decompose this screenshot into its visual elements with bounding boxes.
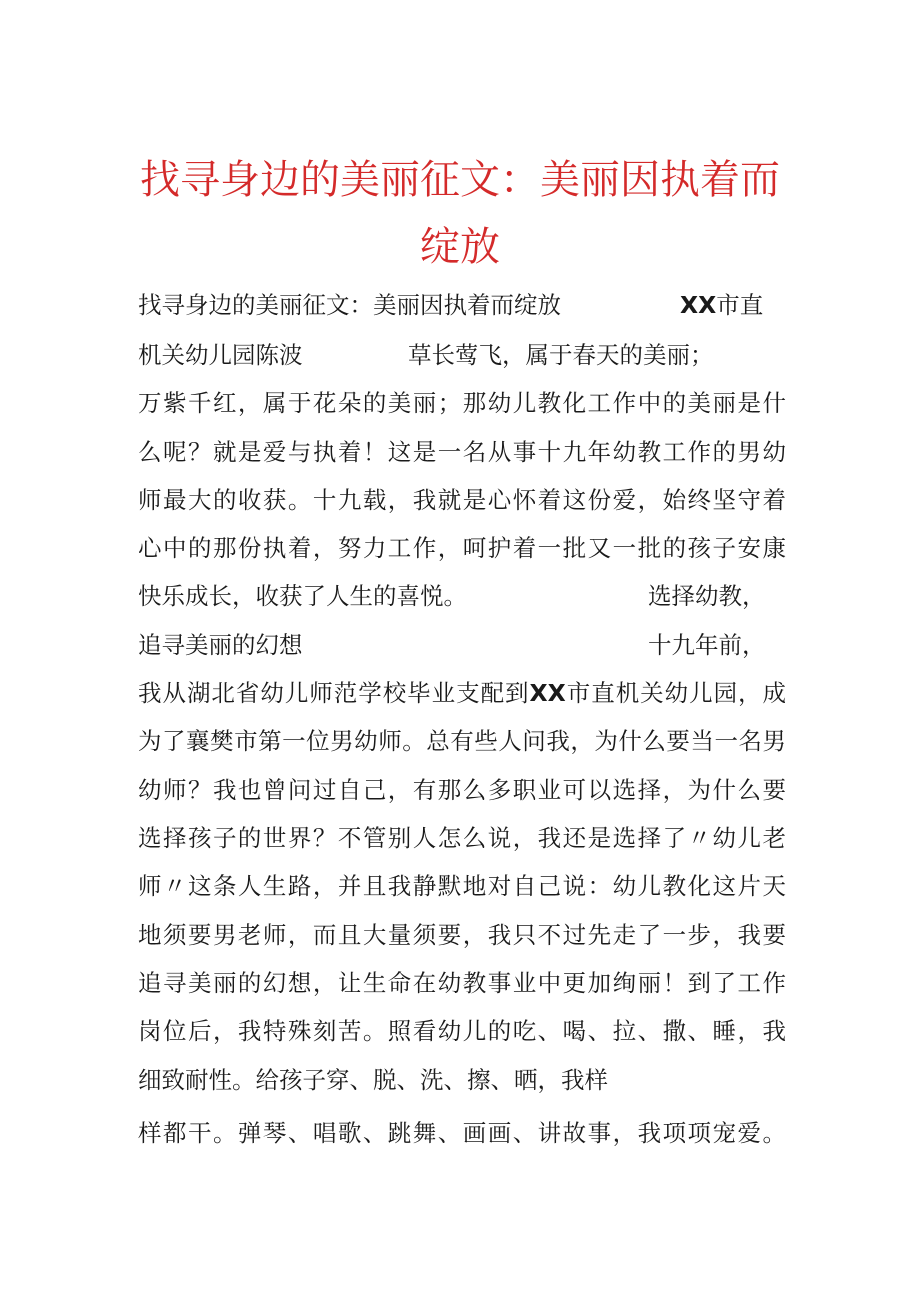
paragraph-line: 追寻美丽的幻想，让生命在幼教事业中更加绚丽！到了工作	[138, 969, 786, 997]
section-heading-part: 选择幼教，	[648, 582, 766, 610]
paragraph-line	[138, 582, 786, 610]
section-heading-line	[138, 631, 786, 659]
paragraph-line: 万紫千红，属于花朵的美丽；那幼儿教化工作中的美丽是什	[138, 389, 786, 417]
author-location	[680, 291, 763, 319]
paragraph-line: 师最大的收获。十九载，我就是心怀着这份爱，始终坚守着	[138, 486, 786, 514]
section-heading: 追寻美丽的幻想	[138, 631, 303, 659]
section-start: 十九年前，	[648, 631, 766, 659]
paragraph-line: 细致耐性。给孩子穿、脱、洗、擦、晒，我样	[138, 1066, 608, 1094]
paragraph-line: 么呢？就是爱与执着！这是一名从事十九年幼教工作的男幼	[138, 438, 786, 466]
paragraph-line	[138, 679, 786, 707]
paragraph-text: 市直机关幼儿园，成	[565, 679, 787, 707]
paragraph-line: 岗位后，我特殊刻苦。照看幼儿的吃、喝、拉、撒、睡，我	[138, 1017, 786, 1045]
paragraph-text: 我从湖北省幼儿师范学校毕业支配到	[138, 679, 530, 707]
article-subtitle: 找寻身边的美丽征文：美丽因执着而绽放	[138, 291, 561, 319]
paragraph-line: 幼师？我也曾问过自己，有那么多职业可以选择，为什么要	[138, 776, 786, 804]
city-tail: 市直	[716, 291, 764, 319]
paragraph-line-left: 快乐成长，收获了人生的喜悦。	[138, 582, 467, 610]
author-affiliation: 机关幼儿园陈波	[138, 341, 303, 369]
document-title-line-2: 绽放	[420, 224, 500, 270]
document-title-line-1: 找寻身边的美丽征文：美丽因执着而	[140, 157, 780, 203]
paragraph-line: 选择孩子的世界？不管别人怎么说，我还是选择了〃幼儿老	[138, 824, 786, 852]
paragraph-line: 心中的那份执着，努力工作，呵护着一批又一批的孩子安康	[138, 534, 786, 562]
paragraph-line: 为了襄樊市第一位男幼师。总有些人问我，为什么要当一名男	[138, 727, 786, 755]
paragraph-line: 样都干。弹琴、唱歌、跳舞、画画、讲故事，我项项宠爱。	[138, 1119, 786, 1147]
city-placeholder: XX	[529, 679, 566, 707]
city-placeholder: XX	[680, 291, 717, 319]
opening-sentence: 草长莺飞，属于春天的美丽；	[408, 341, 714, 369]
header-line-2	[138, 341, 786, 369]
header-line-1	[138, 291, 786, 319]
paragraph-line: 地须要男老师，而且大量须要，我只不过先走了一步，我要	[138, 921, 786, 949]
paragraph-line: 师〃这条人生路，并且我静默地对自己说：幼儿教化这片天	[138, 872, 786, 900]
